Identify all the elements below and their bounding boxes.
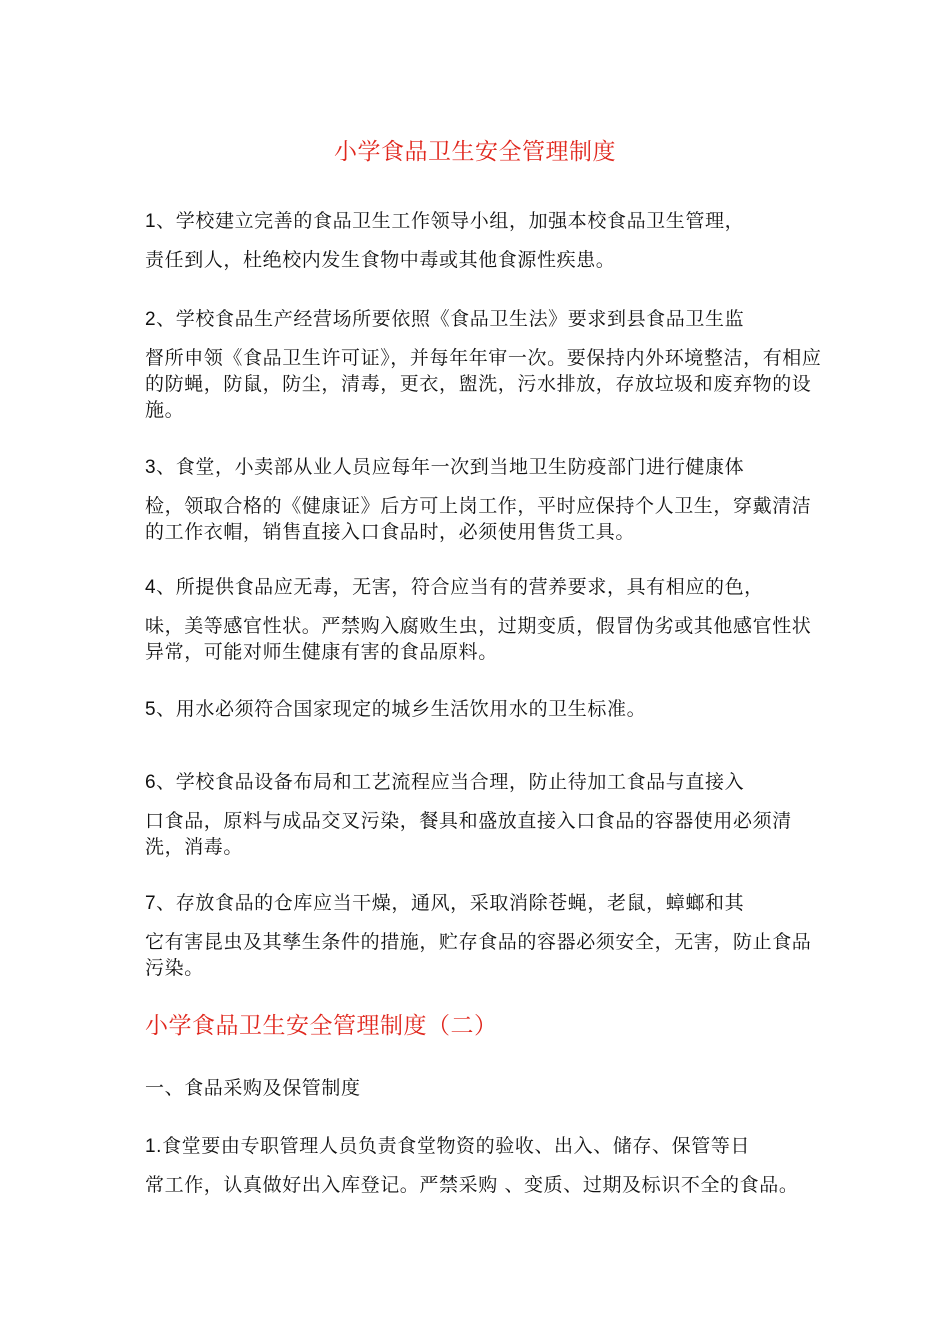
section-heading: 一、食品采购及保管制度: [145, 1077, 361, 1099]
rule-item-continuation: 督所申领《食品卫生许可证》，并每年年审一次。要保持内外环境整洁，有相应的防蝇，防鼠，防尘，清毒，更衣，盥洗，污水排放，存放垃圾和废弃物的设施。: [145, 347, 822, 421]
rule-item-continuation: 检，领取合格的《健康证》后方可上岗工作，平时应保持个人卫生，穿戴清洁的工作衣帽，销售直接入口食品时，必须使用售货工具。: [145, 495, 812, 543]
rule-item-5: [145, 697, 825, 735]
rule-item-6: [145, 770, 825, 860]
rule-item-number: 6: [145, 772, 157, 793]
rule-item-4: [145, 575, 825, 665]
procurement-item-first-line: [145, 1134, 825, 1159]
rule-item-first-line: [145, 891, 825, 916]
rule-item-first-line: [145, 575, 825, 600]
rule-item-text: 、学校建立完善的食品卫生工作领导小组，加强本校食品卫生管理，: [156, 210, 745, 232]
rule-item-number: 3: [145, 457, 157, 478]
rule-item-text: 、学校食品生产经营场所要依照《食品卫生法》要求到县食品卫生监: [156, 308, 745, 330]
procurement-item-1: [145, 1134, 825, 1198]
rule-item-number: 1: [145, 211, 157, 232]
rule-item-number: 2: [145, 309, 157, 330]
rule-item-continuation: 味，美等感官性状。严禁购入腐败生虫，过期变质，假冒伪劣或其他感官性状异常，可能对师生健康有害的食品原料。: [145, 615, 812, 663]
rule-item-text: 、食堂，小卖部从业人员应每年一次到当地卫生防疫部门进行健康体: [156, 456, 745, 478]
rule-item-continuation: 口食品，原料与成品交叉污染，餐具和盛放直接入口食品的容器使用必须清洗，消毒。: [145, 810, 792, 858]
rule-item-3: [145, 455, 825, 545]
rule-item-text: 、用水必须符合国家现定的城乡生活饮用水的卫生标准。: [156, 698, 647, 720]
rule-item-text: 、存放食品的仓库应当干燥，通风，采取消除苍蝇，老鼠，蟑螂和其: [156, 892, 745, 914]
rule-item-number: 4: [145, 577, 157, 598]
rule-item-text: 、所提供食品应无毒，无害，符合应当有的营养要求，具有相应的色，: [156, 576, 764, 598]
document-title: 小学食品卫生安全管理制度: [334, 139, 616, 165]
rule-item-first-line: [145, 697, 825, 722]
rule-item-first-line: [145, 770, 825, 795]
rule-item-continuation: 它有害昆虫及其孳生条件的措施，贮存食品的容器必须安全，无害，防止食品污染。: [145, 931, 812, 979]
procurement-item-number: 1.: [145, 1136, 163, 1157]
rule-item-7: [145, 891, 825, 981]
rule-item-number: 5: [145, 699, 157, 720]
procurement-item-text: 食堂要由专职管理人员负责食堂物资的验收、出入、储存、保管等日: [162, 1135, 751, 1157]
rule-item-number: 7: [145, 893, 157, 914]
rule-item-1: [145, 209, 825, 273]
rule-item-first-line: [145, 307, 825, 332]
procurement-item-continuation: 常工作，认真做好出入库登记。严禁采购 、变质、过期及标识不全的食品。: [145, 1174, 799, 1196]
rule-item-2: [145, 307, 825, 423]
rule-item-text: 、学校食品设备布局和工艺流程应当合理，防止待加工食品与直接入: [156, 771, 745, 793]
rule-item-first-line: [145, 209, 825, 234]
rule-item-first-line: [145, 455, 825, 480]
rule-item-continuation: 责任到人，杜绝校内发生食物中毒或其他食源性疾患。: [145, 249, 616, 271]
section-title-2: 小学食品卫生安全管理制度（二）: [145, 1013, 498, 1039]
